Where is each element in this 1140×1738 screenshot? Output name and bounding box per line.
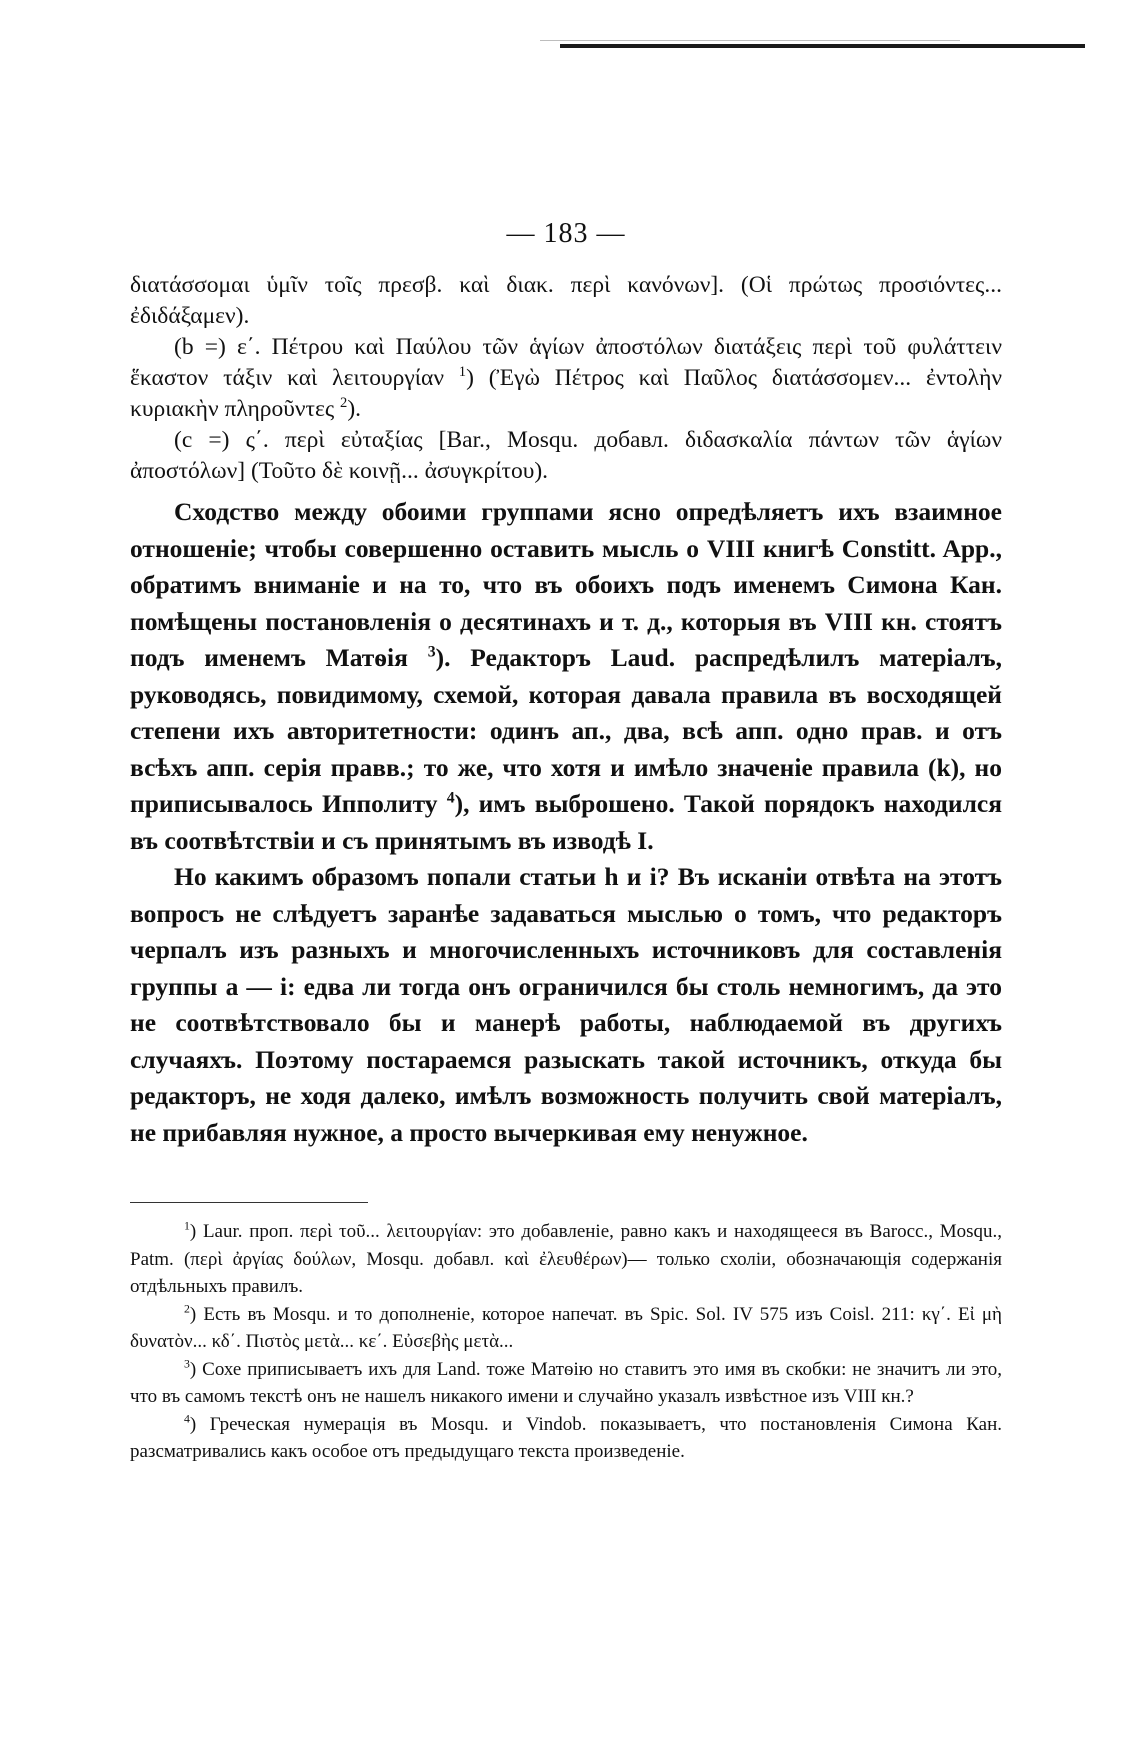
greek-p2-text-c: ). <box>347 396 362 422</box>
greek-p2-text-a: (b =) ε΄. Πέτρου καὶ Παύλου τῶν ἁγίων ἀποστόλων διατάξεις περὶ τοῦ φυλάττειν ἕκαστον τάξιν καὶ λειτουργίαν <box>130 334 1002 391</box>
body-p1-text-b: ). Редакторъ Laud. распредѣлилъ матеріалъ, руководясь, повидимому, схемой, которая давала правила въ восходящей степени ихъ авторитетности: одинъ ап., два, всѣ апп. одно прав. и отъ всѣхъ апп. серія правв.; то же, что хотя и имѣло значеніе правила (k), но приписывалось Ипполиту <box>130 643 1002 818</box>
greek-paragraph-1: διατάσσομαι ὑμῖν τοῖς πρεσβ. καὶ διακ. περὶ κανόνων]. (Οἱ πρώτως προσιόντες... ἐδιδάξαμεν). <box>130 272 1002 329</box>
footnote-text: ) Сохе приписываетъ ихъ для Land. тоже Матѳію но ставитъ это имя въ скобки: не значитъ ли это, что въ самомъ текстѣ онъ не нашелъ никакого имени и случайно указалъ извѣстное изъ VIII кн.? <box>130 1358 1002 1407</box>
footnote-ref-4: 4 <box>446 789 455 807</box>
footnote-1 <box>130 1218 1002 1301</box>
footnote-mark: 3 <box>184 1357 190 1371</box>
greek-p2-text-b: ) (Ἐγὼ Πέτρος καὶ Παῦλος διατάσσομεν... ἐντολὴν κυριακὴν πληροῦντες <box>130 365 1002 422</box>
footnote-text: ) Греческая нумерація въ Mosqu. и Vindob. показываетъ, что постановленія Симона Кан. разсматривались какъ особое отъ предыдущаго текста произведеніе. <box>130 1413 1002 1462</box>
body-p1-text-c: ), имъ выброшено. Такой порядокъ находился въ соотвѣтствіи и съ принятымъ въ изводѣ I. <box>130 789 1003 855</box>
footnote-mark: 1 <box>184 1219 190 1233</box>
greek-paragraph-3: (c =) ς΄. περὶ εὐταξίας [Bar., Mosqu. добавл. διδασκαλία πάντων τῶν ἁγίων ἀποστόλων] (Τοῦτο δὲ κοινῇ... ἀσυγκρίτου). <box>130 427 1002 484</box>
footnotes <box>130 1218 1002 1466</box>
footnote-2 <box>130 1301 1002 1356</box>
footnote-4 <box>130 1411 1002 1466</box>
footnote-text: ) Есть въ Mosqu. и то дополненіе, которое напечат. въ Spic. Sol. IV 575 изъ Coisl. 211: κγ΄. Εἰ μὴ δυνατὸν... κδ΄. Πιστὸς μετὰ... κε΄. Εὐσεβὴς μετὰ... <box>130 1303 1002 1352</box>
footnote-ref-2: 2 <box>340 395 348 412</box>
footnote-text: ) Laur. проп. περὶ τοῦ... λειτουργίαν: это добавленіе, равно какъ и находящееся въ Barocc., Mosqu., Patm. (περὶ ἀργίας δούλων, Mosqu. добавл. καὶ ἐλευθέρων)— только схоліи, обозначающія содержанія отдѣльныхъ правилъ. <box>130 1221 1002 1297</box>
footnote-3 <box>130 1356 1002 1411</box>
body-p1-text-a: Сходство между обоими группами ясно опредѣляетъ ихъ взаимное отношеніе; чтобы совершенно оставить мысль о VIII книгѣ Constitt. App., обратимъ вниманіе и на то, что въ обоихъ подъ именемъ Симона Кан. помѣщены постановленія о десятинахъ и т. д., которыя въ VIII кн. стоятъ подъ именемъ Матѳія <box>130 497 1002 672</box>
footnote-rule <box>130 1202 368 1203</box>
body-paragraph-1 <box>130 494 1002 859</box>
footnote-mark: 2 <box>184 1302 190 1316</box>
footnote-ref-1: 1 <box>458 364 467 381</box>
page-number: — 183 — <box>506 218 626 249</box>
greek-section <box>130 270 1002 487</box>
body-text <box>130 494 1002 1151</box>
top-rule <box>560 44 1085 48</box>
body-paragraph-2: Но какимъ образомъ попали статьи h и i? Въ исканіи отвѣта на этотъ вопросъ не слѣдуетъ заранѣе задаваться мыслью о томъ, что редакторъ черпалъ изъ разныхъ и многочисленныхъ источниковъ для составленія группы a — i: едва ли тогда онъ ограничился бы столь немногимъ, да это не соотвѣтствовало бы и манерѣ работы, наблюдаемой въ другихъ случаяхъ. Поэтому постараемся разыскать такой источникъ, откуда бы редакторъ, не ходя далеко, имѣлъ возможность получить свой матеріалъ, не прибавляя нужное, а просто вычеркивая ему ненужное. <box>130 862 1002 1147</box>
top-rule-light <box>540 40 960 41</box>
footnote-mark: 4 <box>184 1412 190 1426</box>
footnote-ref-3: 3 <box>427 643 436 661</box>
greek-paragraph-2 <box>130 332 1002 425</box>
